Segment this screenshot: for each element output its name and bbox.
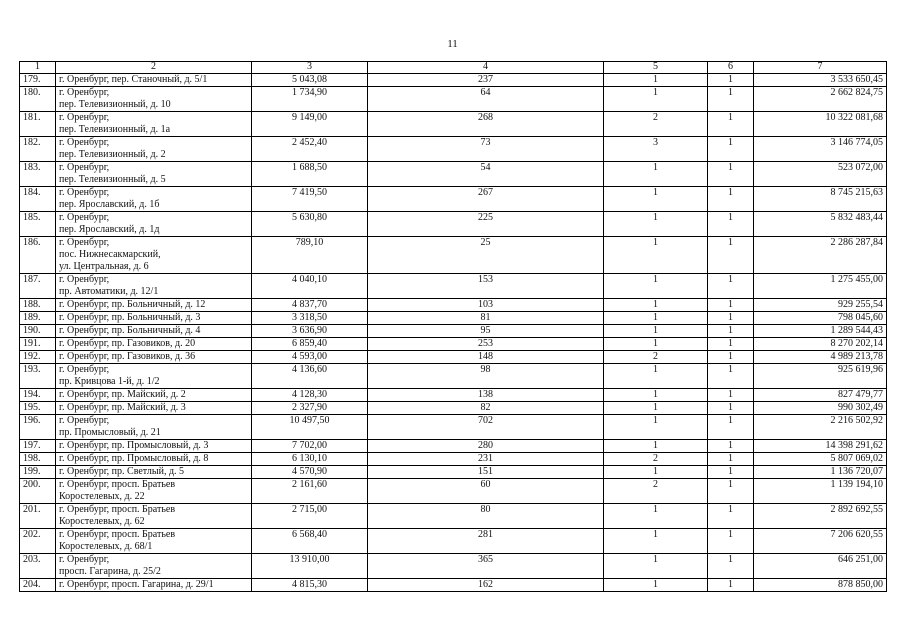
row-number-cell: 191. (20, 338, 56, 351)
address-cell: г. Оренбург, пер. Телевизионный, д. 5 (56, 162, 252, 187)
address-cell: г. Оренбург, пр. Майский, д. 3 (56, 402, 252, 415)
column-5-cell: 1 (604, 162, 708, 187)
amount-cell: 1 136 720,07 (754, 466, 887, 479)
amount-cell: 990 302,49 (754, 402, 887, 415)
table-row (20, 274, 887, 299)
row-number-cell: 195. (20, 402, 56, 415)
column-6-cell: 1 (708, 466, 754, 479)
amount-cell: 878 850,00 (754, 579, 887, 592)
amount-cell: 1 275 455,00 (754, 274, 887, 299)
column-6-cell: 1 (708, 338, 754, 351)
table-row (20, 212, 887, 237)
address-cell: г. Оренбург, просп. Гагарина, д. 29/1 (56, 579, 252, 592)
column-5-cell: 1 (604, 402, 708, 415)
column-header: 7 (754, 62, 887, 74)
column-5-cell: 1 (604, 579, 708, 592)
column-6-cell: 1 (708, 579, 754, 592)
table-row (20, 453, 887, 466)
column-4-cell: 64 (368, 87, 604, 112)
column-4-cell: 73 (368, 137, 604, 162)
column-4-cell: 82 (368, 402, 604, 415)
table-row (20, 325, 887, 338)
table-row (20, 504, 887, 529)
column-5-cell: 3 (604, 137, 708, 162)
column-4-cell: 237 (368, 74, 604, 87)
table-row (20, 351, 887, 364)
header-row (20, 62, 887, 74)
area-cell: 6 130,10 (252, 453, 368, 466)
area-cell: 2 715,00 (252, 504, 368, 529)
table-row (20, 554, 887, 579)
row-number-cell: 179. (20, 74, 56, 87)
column-6-cell: 1 (708, 325, 754, 338)
area-cell: 10 497,50 (252, 415, 368, 440)
column-6-cell: 1 (708, 415, 754, 440)
column-6-cell: 1 (708, 453, 754, 466)
table-row (20, 529, 887, 554)
column-header: 2 (56, 62, 252, 74)
address-cell: г. Оренбург, пр. Газовиков, д. 20 (56, 338, 252, 351)
column-6-cell: 1 (708, 402, 754, 415)
address-cell: г. Оренбург, пр. Автоматики, д. 12/1 (56, 274, 252, 299)
area-cell: 6 568,40 (252, 529, 368, 554)
area-cell: 789,10 (252, 237, 368, 274)
row-number-cell: 184. (20, 187, 56, 212)
amount-cell: 8 745 215,63 (754, 187, 887, 212)
area-cell: 7 419,50 (252, 187, 368, 212)
address-cell: г. Оренбург, пр. Промысловый, д. 21 (56, 415, 252, 440)
address-cell: г. Оренбург, пр. Больничный, д. 12 (56, 299, 252, 312)
row-number-cell: 193. (20, 364, 56, 389)
column-4-cell: 60 (368, 479, 604, 504)
column-4-cell: 365 (368, 554, 604, 579)
column-6-cell: 1 (708, 162, 754, 187)
column-4-cell: 25 (368, 237, 604, 274)
amount-cell: 523 072,00 (754, 162, 887, 187)
column-4-cell: 80 (368, 504, 604, 529)
table-row (20, 402, 887, 415)
table-body (20, 74, 887, 592)
column-6-cell: 1 (708, 237, 754, 274)
column-5-cell: 1 (604, 274, 708, 299)
area-cell: 4 570,90 (252, 466, 368, 479)
row-number-cell: 181. (20, 112, 56, 137)
row-number-cell: 199. (20, 466, 56, 479)
column-5-cell: 1 (604, 529, 708, 554)
address-cell: г. Оренбург, пр. Светлый, д. 5 (56, 466, 252, 479)
column-6-cell: 1 (708, 529, 754, 554)
column-6-cell: 1 (708, 274, 754, 299)
table-row (20, 162, 887, 187)
row-number-cell: 188. (20, 299, 56, 312)
address-cell: г. Оренбург, пр. Промысловый, д. 3 (56, 440, 252, 453)
address-cell: г. Оренбург, пер. Телевизионный, д. 1а (56, 112, 252, 137)
amount-cell: 4 989 213,78 (754, 351, 887, 364)
column-5-cell: 2 (604, 479, 708, 504)
column-header: 5 (604, 62, 708, 74)
column-5-cell: 1 (604, 187, 708, 212)
table-row (20, 312, 887, 325)
column-5-cell: 1 (604, 554, 708, 579)
column-4-cell: 138 (368, 389, 604, 402)
column-5-cell: 1 (604, 338, 708, 351)
column-4-cell: 153 (368, 274, 604, 299)
column-6-cell: 1 (708, 299, 754, 312)
column-6-cell: 1 (708, 351, 754, 364)
area-cell: 1 734,90 (252, 87, 368, 112)
column-6-cell: 1 (708, 137, 754, 162)
amount-cell: 5 832 483,44 (754, 212, 887, 237)
area-cell: 3 636,90 (252, 325, 368, 338)
column-4-cell: 280 (368, 440, 604, 453)
area-cell: 4 815,30 (252, 579, 368, 592)
amount-cell: 3 146 774,05 (754, 137, 887, 162)
area-cell: 9 149,00 (252, 112, 368, 137)
table-row (20, 579, 887, 592)
table-row (20, 112, 887, 137)
table-row (20, 299, 887, 312)
column-4-cell: 253 (368, 338, 604, 351)
area-cell: 7 702,00 (252, 440, 368, 453)
column-4-cell: 148 (368, 351, 604, 364)
address-cell: г. Оренбург, пр. Больничный, д. 4 (56, 325, 252, 338)
column-header: 1 (20, 62, 56, 74)
column-4-cell: 268 (368, 112, 604, 137)
table-row (20, 389, 887, 402)
address-cell: г. Оренбург, пр. Промысловый, д. 8 (56, 453, 252, 466)
column-5-cell: 1 (604, 299, 708, 312)
area-cell: 4 040,10 (252, 274, 368, 299)
column-4-cell: 281 (368, 529, 604, 554)
column-6-cell: 1 (708, 312, 754, 325)
page-number: 11 (447, 38, 458, 50)
address-cell: г. Оренбург, просп. Гагарина, д. 25/2 (56, 554, 252, 579)
column-6-cell: 1 (708, 74, 754, 87)
column-6-cell: 1 (708, 364, 754, 389)
amount-cell: 646 251,00 (754, 554, 887, 579)
row-number-cell: 192. (20, 351, 56, 364)
row-number-cell: 202. (20, 529, 56, 554)
column-4-cell: 95 (368, 325, 604, 338)
amount-cell: 798 045,60 (754, 312, 887, 325)
address-cell: г. Оренбург, пр. Газовиков, д. 36 (56, 351, 252, 364)
address-cell: г. Оренбург, пос. Нижнесакмарский, ул. Центральная, д. 6 (56, 237, 252, 274)
row-number-cell: 190. (20, 325, 56, 338)
address-cell: г. Оренбург, просп. Братьев Коростелевых, д. 68/1 (56, 529, 252, 554)
column-5-cell: 1 (604, 74, 708, 87)
amount-cell: 2 892 692,55 (754, 504, 887, 529)
column-6-cell: 1 (708, 389, 754, 402)
column-4-cell: 103 (368, 299, 604, 312)
column-5-cell: 1 (604, 504, 708, 529)
table-row (20, 415, 887, 440)
area-cell: 4 136,60 (252, 364, 368, 389)
address-cell: г. Оренбург, просп. Братьев Коростелевых, д. 22 (56, 479, 252, 504)
address-cell: г. Оренбург, пер. Телевизионный, д. 10 (56, 87, 252, 112)
column-6-cell: 1 (708, 212, 754, 237)
column-4-cell: 151 (368, 466, 604, 479)
area-cell: 2 327,90 (252, 402, 368, 415)
row-number-cell: 201. (20, 504, 56, 529)
column-5-cell: 1 (604, 415, 708, 440)
amount-cell: 827 479,77 (754, 389, 887, 402)
area-cell: 5 630,80 (252, 212, 368, 237)
column-6-cell: 1 (708, 440, 754, 453)
amount-cell: 3 533 650,45 (754, 74, 887, 87)
area-cell: 3 318,50 (252, 312, 368, 325)
address-cell: г. Оренбург, пр. Кривцова 1-й, д. 1/2 (56, 364, 252, 389)
area-cell: 4 593,00 (252, 351, 368, 364)
amount-cell: 2 662 824,75 (754, 87, 887, 112)
address-cell: г. Оренбург, пр. Майский, д. 2 (56, 389, 252, 402)
housing-register-table (19, 61, 887, 592)
column-4-cell: 162 (368, 579, 604, 592)
amount-cell: 1 289 544,43 (754, 325, 887, 338)
amount-cell: 7 206 620,55 (754, 529, 887, 554)
row-number-cell: 203. (20, 554, 56, 579)
column-5-cell: 1 (604, 312, 708, 325)
address-cell: г. Оренбург, пр. Больничный, д. 3 (56, 312, 252, 325)
column-6-cell: 1 (708, 87, 754, 112)
row-number-cell: 198. (20, 453, 56, 466)
table-row (20, 466, 887, 479)
area-cell: 4 837,70 (252, 299, 368, 312)
column-5-cell: 1 (604, 325, 708, 338)
column-header: 4 (368, 62, 604, 74)
amount-cell: 2 216 502,92 (754, 415, 887, 440)
address-cell: г. Оренбург, пер. Ярославский, д. 1б (56, 187, 252, 212)
column-6-cell: 1 (708, 112, 754, 137)
column-4-cell: 231 (368, 453, 604, 466)
column-6-cell: 1 (708, 504, 754, 529)
column-5-cell: 2 (604, 112, 708, 137)
amount-cell: 10 322 081,68 (754, 112, 887, 137)
column-6-cell: 1 (708, 187, 754, 212)
table-row (20, 74, 887, 87)
column-header: 6 (708, 62, 754, 74)
column-5-cell: 1 (604, 440, 708, 453)
column-5-cell: 1 (604, 389, 708, 402)
row-number-cell: 189. (20, 312, 56, 325)
amount-cell: 929 255,54 (754, 299, 887, 312)
amount-cell: 14 398 291,62 (754, 440, 887, 453)
column-5-cell: 1 (604, 364, 708, 389)
area-cell: 6 859,40 (252, 338, 368, 351)
table-row (20, 364, 887, 389)
area-cell: 5 043,08 (252, 74, 368, 87)
column-4-cell: 81 (368, 312, 604, 325)
amount-cell: 1 139 194,10 (754, 479, 887, 504)
area-cell: 4 128,30 (252, 389, 368, 402)
column-6-cell: 1 (708, 554, 754, 579)
table-row (20, 440, 887, 453)
column-4-cell: 267 (368, 187, 604, 212)
column-5-cell: 1 (604, 466, 708, 479)
amount-cell: 8 270 202,14 (754, 338, 887, 351)
row-number-cell: 194. (20, 389, 56, 402)
column-4-cell: 225 (368, 212, 604, 237)
table-row (20, 338, 887, 351)
row-number-cell: 197. (20, 440, 56, 453)
table-row (20, 187, 887, 212)
address-cell: г. Оренбург, пер. Телевизионный, д. 2 (56, 137, 252, 162)
row-number-cell: 196. (20, 415, 56, 440)
address-cell: г. Оренбург, пер. Ярославский, д. 1д (56, 212, 252, 237)
column-6-cell: 1 (708, 479, 754, 504)
column-5-cell: 2 (604, 453, 708, 466)
column-5-cell: 2 (604, 351, 708, 364)
column-4-cell: 98 (368, 364, 604, 389)
column-4-cell: 702 (368, 415, 604, 440)
table-row (20, 479, 887, 504)
address-cell: г. Оренбург, просп. Братьев Коростелевых, д. 62 (56, 504, 252, 529)
amount-cell: 925 619,96 (754, 364, 887, 389)
area-cell: 2 161,60 (252, 479, 368, 504)
column-5-cell: 1 (604, 212, 708, 237)
amount-cell: 5 807 069,02 (754, 453, 887, 466)
address-cell: г. Оренбург, пер. Станочный, д. 5/1 (56, 74, 252, 87)
table-row (20, 237, 887, 274)
row-number-cell: 182. (20, 137, 56, 162)
column-4-cell: 54 (368, 162, 604, 187)
column-header: 3 (252, 62, 368, 74)
row-number-cell: 186. (20, 237, 56, 274)
row-number-cell: 200. (20, 479, 56, 504)
row-number-cell: 204. (20, 579, 56, 592)
table-row (20, 87, 887, 112)
row-number-cell: 183. (20, 162, 56, 187)
area-cell: 2 452,40 (252, 137, 368, 162)
row-number-cell: 185. (20, 212, 56, 237)
area-cell: 1 688,50 (252, 162, 368, 187)
column-5-cell: 1 (604, 237, 708, 274)
row-number-cell: 180. (20, 87, 56, 112)
column-5-cell: 1 (604, 87, 708, 112)
area-cell: 13 910,00 (252, 554, 368, 579)
amount-cell: 2 286 287,84 (754, 237, 887, 274)
row-number-cell: 187. (20, 274, 56, 299)
table-row (20, 137, 887, 162)
